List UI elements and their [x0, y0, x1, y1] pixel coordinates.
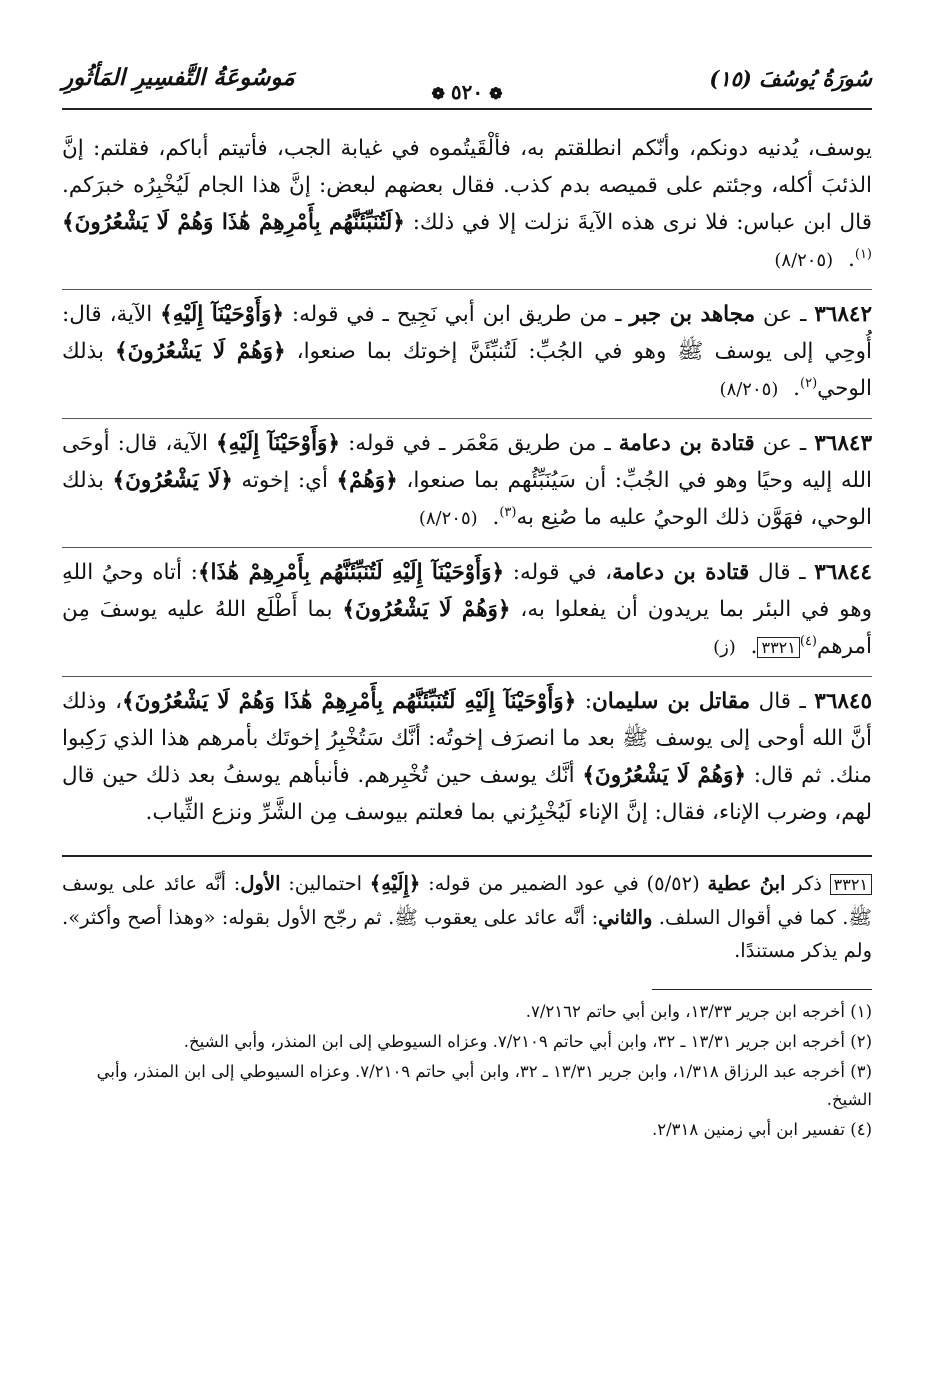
footnote-marker: (١) — [854, 246, 872, 262]
narration-36845: ٣٦٨٤٥ ـ قال مقاتل بن سليمان: ﴿وَأَوْحَيْنَآ إِلَيْهِ لَتُنَبِّئَنَّهُم بِأَمْرِهِمْ هَٰذَا وَهُمْ لَا يَشْعُرُونَ﴾، وذلك أنَّ الله أوحى إلى يوسف ﷺ بعد ما انصرَف إخوتُه: أنَّك سَتُخْبِرُ إخوتَك بأمرهم هذا الذي رَكِبوا منك. ثم قال: ﴿وَهُمْ لَا يَشْعُرُونَ﴾ أنَّك يوسف حين تُخْبِرهم. فأنبأهم يوسفُ بعد ذلك حين قال لهم، وضرب الإناء، فقال: إنَّ الإناء لَيُخْبِرُني بما فعلتم بيوسف مِن الشَّرِّ ونزع الثِّياب. — [62, 689, 873, 825]
footnote-marker: (٣) — [499, 504, 517, 520]
narrator-name: قتادة بن دعامة — [618, 431, 755, 456]
narrator-name: مقاتل بن سليمان — [591, 689, 751, 714]
footnote-divider — [652, 989, 872, 990]
second-opinion-label: والثاني — [598, 906, 653, 929]
source-reference: (٨/٢٠٥) — [719, 379, 779, 400]
ornament-icon: ❁ — [489, 84, 503, 103]
ornament-icon: ❁ — [431, 84, 445, 103]
commentary-block: ٣٣٢١ ذكر ابنُ عطية (٥/٥٢) في عود الضمير من قوله: ﴿إِلَيْهِ﴾ احتمالين: الأول: أنَّه عائد على يوسف ﷺ. كما في أقوال السلف. والثاني: أنَّه عائد على يعقوب ﷺ. ثم رجّح الأول بقوله: «وهذا أصح وأكثر». ولم يذكر مستندًا. — [62, 855, 872, 967]
narration-number: ٣٦٨٤٢ — [814, 302, 872, 327]
footnote-1: (١) أخرجه ابن جرير ١٣/٣٣، وابن أبي حاتم ٧/٢١٦٢. — [525, 1002, 872, 1021]
narration-36842: ٣٦٨٤٢ ـ عن مجاهد بن جبر ـ من طريق ابن أبي نَجِيح ـ في قوله: ﴿وَأَوْحَيْنَآ إِلَيْهِ﴾ الآية، قال: أُوحِي إلى يوسف ﷺ وهو في الجُبِّ: لَتُنبِّئَنَّ إخوتك بما صنعوا، ﴿وَهُمْ لَا يَشْعُرُونَ﴾ بذلك الوحي$^{(٢)}$. (٨/٢٠٥) — [62, 290, 872, 419]
main-text — [62, 124, 872, 841]
footnotes — [62, 998, 872, 1144]
first-opinion-label: الأول — [240, 872, 281, 895]
quran-verse: ﴿وَأَوْحَيْنَآ إِلَيْهِ﴾ — [216, 431, 341, 456]
quran-verse: ﴿وَهُمْ لَا يَشْعُرُونَ﴾ — [342, 597, 511, 622]
quran-verse: ﴿وَأَوْحَيْنَآ إِلَيْهِ لَتُنَبِّئَنَّهُم بِأَمْرِهِمْ هَٰذَا وَهُمْ لَا يَشْعُرُونَ﴾ — [122, 689, 577, 714]
quran-verse: ﴿وَهُمْ لَا يَشْعُرُونَ﴾ — [115, 339, 286, 364]
source-reference: (٨/٢٠٥) — [774, 250, 834, 271]
commentary-author: ابنُ عطية — [707, 872, 786, 895]
narrator-name: مجاهد بن جبر — [629, 302, 756, 327]
quran-verse: ﴿وَهُمْ لَا يَشْعُرُونَ﴾ — [582, 763, 747, 788]
quran-verse: ﴿وَأَوْحَيْنَآ إِلَيْهِ﴾ — [160, 302, 284, 327]
quran-verse: ﴿إِلَيْهِ﴾ — [369, 872, 421, 895]
commentary-number-box: ٣٣٢١ — [830, 874, 872, 895]
narration-number: ٣٦٨٤٣ — [814, 431, 872, 456]
page-header — [62, 60, 872, 110]
narration-36843: ٣٦٨٤٣ ـ عن قتادة بن دعامة ـ من طريق مَعْمَر ـ في قوله: ﴿وَأَوْحَيْنَآ إِلَيْهِ﴾ الآية، قال: أوحَى الله إليه وحيًا وهو في الجُبِّ: أن سَيُنَبِّئُهم بما صنعوا، ﴿وَهُمْ﴾ أي: إخوته ﴿لَا يَشْعُرُونَ﴾ بذلك الوحي، فهَوَّن ذلك الوحيُ عليه ما صُنِع به$^{(٣)}$. (٨/٢٠٥) — [62, 419, 872, 548]
quran-verse: ﴿وَهُمْ﴾ — [336, 468, 398, 493]
footnote-4: (٤) تفسير ابن أبي زمنين ٢/٣١٨. — [652, 1120, 872, 1139]
narration-number: ٣٦٨٤٤ — [814, 560, 872, 585]
commentary-marker-box: ٣٣٢١ — [757, 637, 799, 658]
surah-title: سُورَةُ يُوسُفَ (١٥) — [709, 66, 872, 91]
footnote-2: (٢) أخرجه ابن جرير ١٣/٣١ ـ ٣٢، وابن أبي حاتم ٧/٢١٠٩. وعزاه السيوطي إلى ابن المنذر، وأبي الشيخ. — [183, 1032, 872, 1051]
page — [62, 60, 872, 1350]
encyclopedia-title: مَوسُوعَةُ التَّفسِيرِ المَأثُورِ — [62, 64, 295, 91]
narrator-name: قتادة بن دعامة — [612, 560, 750, 585]
narration-number: ٣٦٨٤٥ — [814, 689, 873, 714]
quran-verse: ﴿لَتُنَبِّئَنَّهُم بِأَمْرِهِمْ هَٰذَا وَهُمْ لَا يَشْعُرُونَ﴾ — [62, 210, 405, 235]
quran-verse: ﴿وَأَوْحَيْنَآ إِلَيْهِ لَتُنَبِّئَنَّهُم بِأَمْرِهِمْ هَٰذَا﴾ — [197, 560, 505, 585]
source-reference: (٨/٢٠٥) — [418, 508, 478, 529]
page-number-block — [415, 80, 518, 104]
source-reference: (ز) — [713, 637, 736, 658]
page-number: ٥٢٠ — [450, 80, 484, 104]
narration-36844: ٣٦٨٤٤ ـ قال قتادة بن دعامة، في قوله: ﴿وَأَوْحَيْنَآ إِلَيْهِ لَتُنَبِّئَنَّهُم بِأَمْرِهِمْ هَٰذَا﴾: أتاه وحيُ اللهِ وهو في البئر بما يريدون أن يفعلوا به، ﴿وَهُمْ لَا يَشْعُرُونَ﴾ بما أَطْلَع اللهُ عليه يوسفَ مِن أمرهم$^{(٤)}$٣٣٢١. (ز) — [62, 548, 872, 677]
footnote-marker: (٤) — [799, 633, 817, 649]
continuation-paragraph: يوسف، يُدنيه دونكم، وأنّكم انطلقتم به، فألْقَيتُموه في غيابة الجب، فأتيتم أباكم، فقلتم: إنَّ الذئبَ أكله، وجئتم على قميصه بدم كذب. فقال بعضهم لبعض: إنَّ هذا الجام لَيُخْبِرُه خبرَكم. قال ابن عباس: فلا نرى هذه الآيةَ نزلت إلا في ذلك: ﴿لَتُنَبِّئَنَّهُم بِأَمْرِهِمْ هَٰذَا وَهُمْ لَا يَشْعُرُونَ﴾$^{(١)}$. (٨/٢٠٥) — [62, 124, 872, 290]
quran-verse: ﴿لَا يَشْعُرُونَ﴾ — [112, 468, 233, 493]
footnote-marker: (٢) — [800, 375, 818, 391]
footnote-3: (٣) أخرجه عبد الرزاق ١/٣١٨، وابن جرير ١٣/٣١ ـ ٣٢، وابن أبي حاتم ٧/٢١٠٩. وعزاه السيوطي إلى ابن المنذر، وأبي الشيخ. — [96, 1062, 872, 1109]
